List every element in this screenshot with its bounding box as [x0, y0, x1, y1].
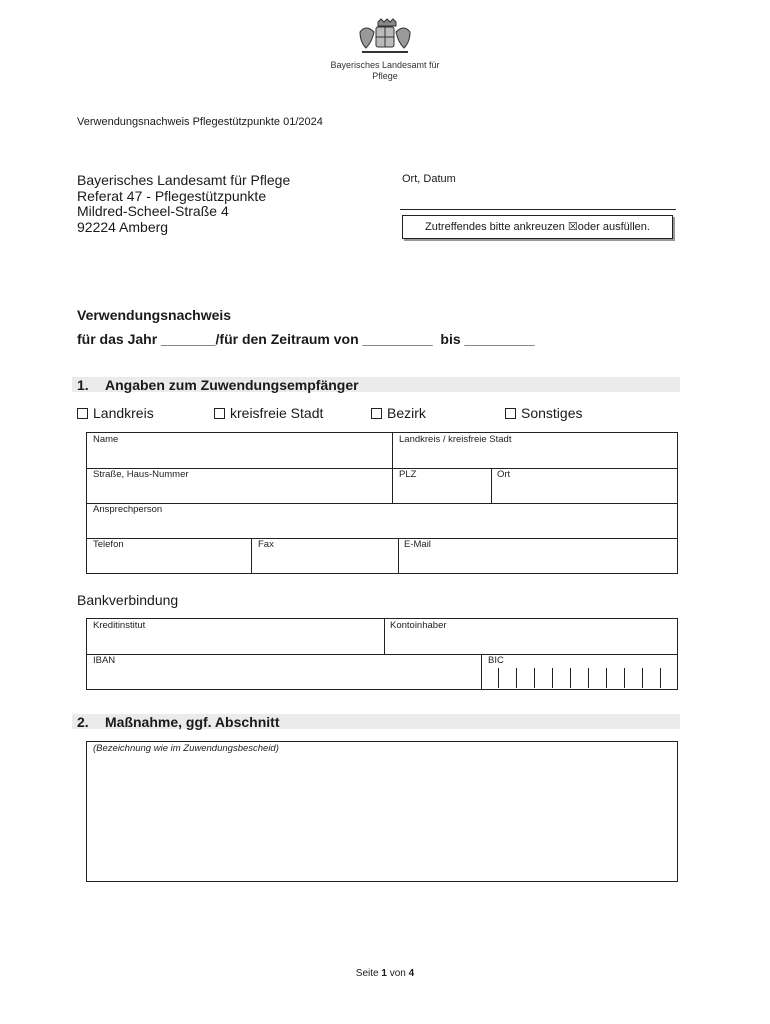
field-landkreis: [392, 433, 677, 468]
footer-page: 1: [381, 968, 387, 979]
checkbox-sonstiges-label: Sonstiges: [521, 405, 583, 421]
bic-char-boxes[interactable]: [481, 668, 677, 689]
field-strasse: [87, 468, 392, 503]
bic-tick: [498, 668, 499, 688]
field-ansprechperson-label: Ansprechperson: [93, 504, 163, 515]
field-plz: [392, 468, 491, 503]
field-fax: [251, 538, 398, 574]
field-bic: [481, 654, 677, 689]
checkbox-bezirk[interactable]: [371, 405, 426, 421]
checkbox-kreisfreie-stadt-label: kreisfreie Stadt: [230, 405, 324, 421]
checkbox-bezirk-label: Bezirk: [387, 405, 426, 421]
field-kreditinstitut-label: Kreditinstitut: [93, 620, 146, 631]
field-kontoinhaber-label: Kontoinhaber: [390, 620, 447, 631]
bic-tick: [660, 668, 661, 688]
recipient-line-4: 92224 Amberg: [77, 218, 169, 235]
field-email: [398, 538, 677, 574]
field-fax-label: Fax: [258, 539, 274, 550]
telefon-input[interactable]: [93, 555, 245, 571]
kreditinstitut-input[interactable]: [93, 635, 378, 651]
footer-middle: von: [386, 968, 409, 979]
instruction-text: Zutreffendes bitte ankreuzen ☒oder ausfüllen.: [425, 221, 650, 233]
plz-input[interactable]: [398, 484, 485, 500]
field-name: [87, 433, 392, 468]
form-id: Verwendungsnachweis Pflegestützpunkte 01/2024: [77, 116, 323, 128]
checkbox-landkreis-label: Landkreis: [93, 405, 154, 421]
strasse-input[interactable]: [93, 484, 386, 500]
field-bic-label: BIC: [488, 655, 504, 666]
measure-hint: (Bezeichnung wie im Zuwendungsbescheid): [93, 743, 279, 754]
field-ansprechperson: [87, 503, 677, 538]
field-kreditinstitut: [87, 619, 384, 654]
bic-tick: [516, 668, 517, 688]
checkbox-landkreis[interactable]: [77, 405, 154, 421]
field-name-label: Name: [93, 434, 119, 445]
field-ort: [491, 468, 677, 503]
fax-input[interactable]: [257, 555, 392, 571]
field-iban: [87, 654, 481, 689]
recipient-table: [86, 432, 678, 574]
bic-tick: [570, 668, 571, 688]
bic-tick: [624, 668, 625, 688]
checkbox-kreisfreie-stadt-box[interactable]: [214, 408, 225, 419]
checkbox-kreisfreie-stadt[interactable]: [214, 405, 323, 421]
checkbox-bezirk-box[interactable]: [371, 408, 382, 419]
period-line: für das Jahr _______/für den Zeitraum von _________ bis _________: [77, 331, 535, 347]
section-2-title: Maßnahme, ggf. Abschnitt: [105, 714, 280, 730]
recipient-line-2: Referat 47 - Pflegestützpunkte: [77, 187, 267, 204]
field-landkreis-label: Landkreis / kreisfreie Stadt: [399, 434, 512, 445]
bank-table: [86, 618, 678, 690]
recipient-address: [77, 173, 290, 235]
footer-total: 4: [408, 968, 415, 979]
ansprechperson-input[interactable]: [93, 519, 671, 535]
landkreis-input[interactable]: [398, 449, 671, 465]
place-date-underline: [400, 209, 676, 210]
field-telefon-label: Telefon: [93, 539, 124, 550]
page-footer: [0, 968, 770, 979]
field-telefon: [87, 538, 251, 574]
bic-tick: [534, 668, 535, 688]
kontoinhaber-input[interactable]: [390, 635, 671, 651]
measure-box[interactable]: [86, 741, 678, 882]
measure-textarea[interactable]: [92, 758, 674, 880]
field-iban-label: IBAN: [93, 655, 116, 666]
bic-tick: [588, 668, 589, 688]
instruction-box: [402, 215, 673, 239]
checkbox-landkreis-box[interactable]: [77, 408, 88, 419]
bic-tick: [642, 668, 643, 688]
field-ort-label: Ort: [497, 469, 511, 480]
bic-tick: [552, 668, 553, 688]
section-2-number: 2.: [77, 714, 89, 730]
logo-text: [300, 60, 470, 82]
coat-of-arms-logo: [352, 18, 418, 58]
iban-input[interactable]: [93, 670, 475, 686]
recipient-line-1: Bayerisches Landesamt für Pflege: [77, 172, 291, 188]
logo-text-line-1: Bayerisches Landesamt für: [330, 60, 440, 70]
page-title: Verwendungsnachweis: [77, 307, 232, 323]
bank-heading: Bankverbindung: [77, 592, 179, 608]
field-kontoinhaber: [384, 619, 677, 654]
section-1-number: 1.: [77, 377, 89, 393]
checkbox-sonstiges-box[interactable]: [505, 408, 516, 419]
checkbox-sonstiges[interactable]: [505, 405, 582, 421]
footer-prefix: Seite: [355, 968, 382, 979]
section-1-title: Angaben zum Zuwendungsempfänger: [105, 377, 359, 393]
bic-tick: [606, 668, 607, 688]
ort-input[interactable]: [497, 484, 671, 500]
email-input[interactable]: [404, 555, 671, 571]
recipient-line-3: Mildred-Scheel-Straße 4: [77, 203, 229, 219]
place-date-input[interactable]: [400, 193, 678, 209]
name-input[interactable]: [93, 449, 386, 465]
field-strasse-label: Straße, Haus-Nummer: [93, 469, 189, 480]
field-email-label: E-Mail: [404, 539, 431, 550]
field-plz-label: PLZ: [399, 469, 417, 480]
logo-text-line-2: Pflege: [372, 71, 398, 81]
place-date-label: Ort, Datum: [402, 173, 456, 185]
